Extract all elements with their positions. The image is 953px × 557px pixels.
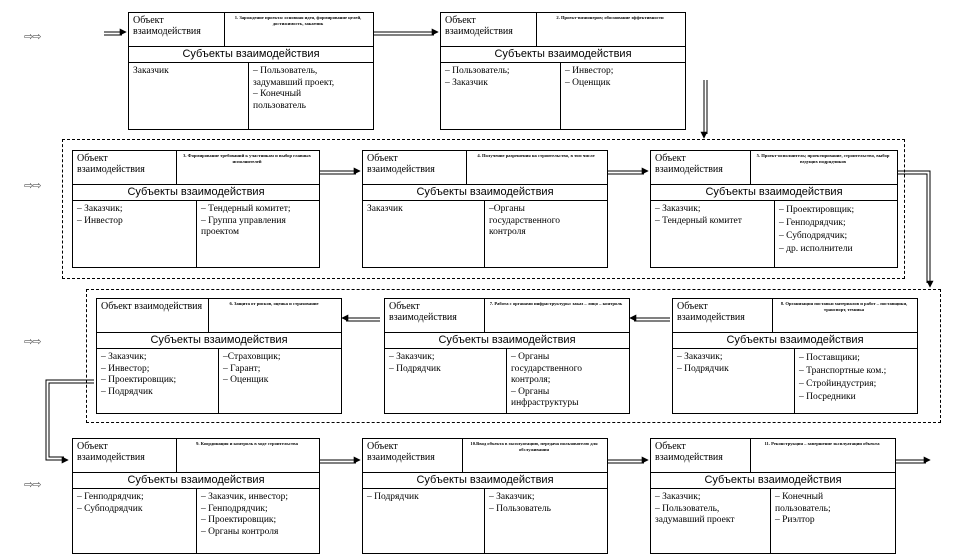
subjects-header: Субъекты взаимодействия	[385, 333, 629, 349]
subjects-left: – Заказчик; – Подрядчик	[673, 349, 795, 413]
subjects-right: –Органы государственного контроля	[489, 204, 561, 237]
stage-box-9	[72, 438, 320, 554]
subjects-right: – Заказчик, инвестор; – Генподрядчик; – Проектировщик; – Органы контроля	[201, 492, 289, 537]
stage-title: 9. Координация и контроль в ходе строительства	[175, 439, 319, 473]
stage-title: 6. Защита от рисков, оценка и страхование	[207, 299, 341, 333]
stage-title: 4. Получение разрешения на строительство, в том числе	[465, 151, 607, 185]
object-label: Объект взаимодействия	[73, 151, 177, 185]
flow-arrow-5-8	[898, 171, 930, 287]
subjects-header: Субъекты взаимодействия	[673, 333, 917, 349]
subjects-left: – Генподрядчик; – Субподрядчик	[73, 489, 197, 553]
subjects-header: Субъекты взаимодействия	[129, 47, 373, 63]
subjects-left: – Пользователь; – Заказчик	[441, 63, 561, 129]
side-arrow-icon: ⇨⇨	[24, 478, 41, 491]
stage-title: 11. Реконструкция – завершение эксплуатации объекта	[749, 439, 895, 473]
subjects-left: – Заказчик; – Подрядчик	[385, 349, 507, 413]
stage-box-2	[440, 12, 686, 130]
stage-box-7	[384, 298, 630, 414]
subjects-header: Субъекты взаимодействия	[73, 473, 319, 489]
side-arrow-icon: ⇨⇨	[24, 179, 41, 192]
subjects-left: – Заказчик; – Инвестор; – Проектировщик; – Подрядчик	[97, 349, 219, 413]
subjects-right: – Тендерный комитет; – Группа управления проектом	[201, 204, 291, 237]
subjects-header: Субъекты взаимодействия	[441, 47, 685, 63]
subjects-header: Субъекты взаимодействия	[651, 185, 897, 201]
object-label: Объект взаимодействия	[385, 299, 485, 333]
object-label: Объект взаимодействия	[441, 13, 537, 47]
stage-title: 1. Зарождение проекта: основная идея, формирование целей, достижимость, заказчик	[223, 13, 373, 47]
subjects-left: – Заказчик; – Пользователь, задумавший проект	[651, 489, 771, 553]
subjects-right: – Заказчик; – Пользователь	[489, 492, 551, 514]
subjects-left: Заказчик	[363, 201, 485, 267]
side-arrow-icon: ⇨⇨	[24, 30, 41, 43]
subjects-left: Заказчик	[129, 63, 249, 129]
subjects-header: Субъекты взаимодействия	[73, 185, 319, 201]
subjects-header: Субъекты взаимодействия	[363, 185, 607, 201]
stage-title: 8. Организация поставки материалов и работ – поставщики, транспорт, техника	[771, 299, 917, 333]
stage-title: 10.Ввод объекта в эксплуатацию, передача пользователю для обслуживания	[461, 439, 607, 473]
stage-box-5	[650, 150, 898, 268]
object-label: Объект взаимодействия	[129, 13, 225, 47]
stage-box-8	[672, 298, 918, 414]
stage-box-1	[128, 12, 374, 130]
object-label: Объект взаимодействия	[651, 439, 751, 473]
stage-title: 5. Проект-исполнитель; проектирование, строительство, выбор ведущих подрядчиков	[749, 151, 897, 185]
stage-box-6	[96, 298, 342, 414]
stage-box-10	[362, 438, 608, 554]
stage-title: 3. Формирование требований к участникам и выбор главных исполнителей	[175, 151, 319, 185]
subjects-right: – Конечный пользователь; – Риэлтор	[775, 492, 831, 525]
stage-title: 7. Работа с органами инфраструктуры: заказ – лицо – контроль	[483, 299, 629, 333]
subjects-right: –Страховщик; – Гарант; – Оценщик	[223, 352, 281, 385]
side-arrow-icon: ⇨⇨	[24, 335, 41, 348]
object-label: Объект взаимодействия	[651, 151, 751, 185]
subjects-header: Субъекты взаимодействия	[363, 473, 607, 489]
stage-title: 2. Проект-визионеров; обоснование эффективности	[535, 13, 685, 47]
subjects-right: – Проектировщик; – Генподрядчик; – Субподрядчик; – др. исполнители	[779, 205, 855, 254]
subjects-header: Субъекты взаимодействия	[97, 333, 341, 349]
subjects-right: – Пользователь, задумавший проект, – Конечный пользователь	[253, 66, 335, 111]
object-label: Объект взаимодействия	[73, 439, 177, 473]
object-label: Объект взаимодействия	[363, 439, 463, 473]
stage-box-4	[362, 150, 608, 268]
subjects-right: – Поставщики; – Транспортные ком.; – Стройиндустрия; – Посредники	[799, 353, 887, 402]
stage-box-11	[650, 438, 896, 554]
subjects-left: – Заказчик; – Инвестор	[73, 201, 197, 267]
object-label: Объект взаимодействия	[363, 151, 467, 185]
object-label: Объект взаимодействия	[673, 299, 773, 333]
subjects-header: Субъекты взаимодействия	[651, 473, 895, 489]
subjects-right: – Органы государственного контроля; – Органы инфраструктуры	[511, 352, 583, 408]
subjects-left: – Заказчик; – Тендерный комитет	[651, 201, 775, 267]
object-label: Объект взаимодействия	[97, 299, 209, 333]
stage-box-3	[72, 150, 320, 268]
subjects-right: – Инвестор; – Оценщик	[565, 66, 614, 88]
subjects-left: – Подрядчик	[363, 489, 485, 553]
